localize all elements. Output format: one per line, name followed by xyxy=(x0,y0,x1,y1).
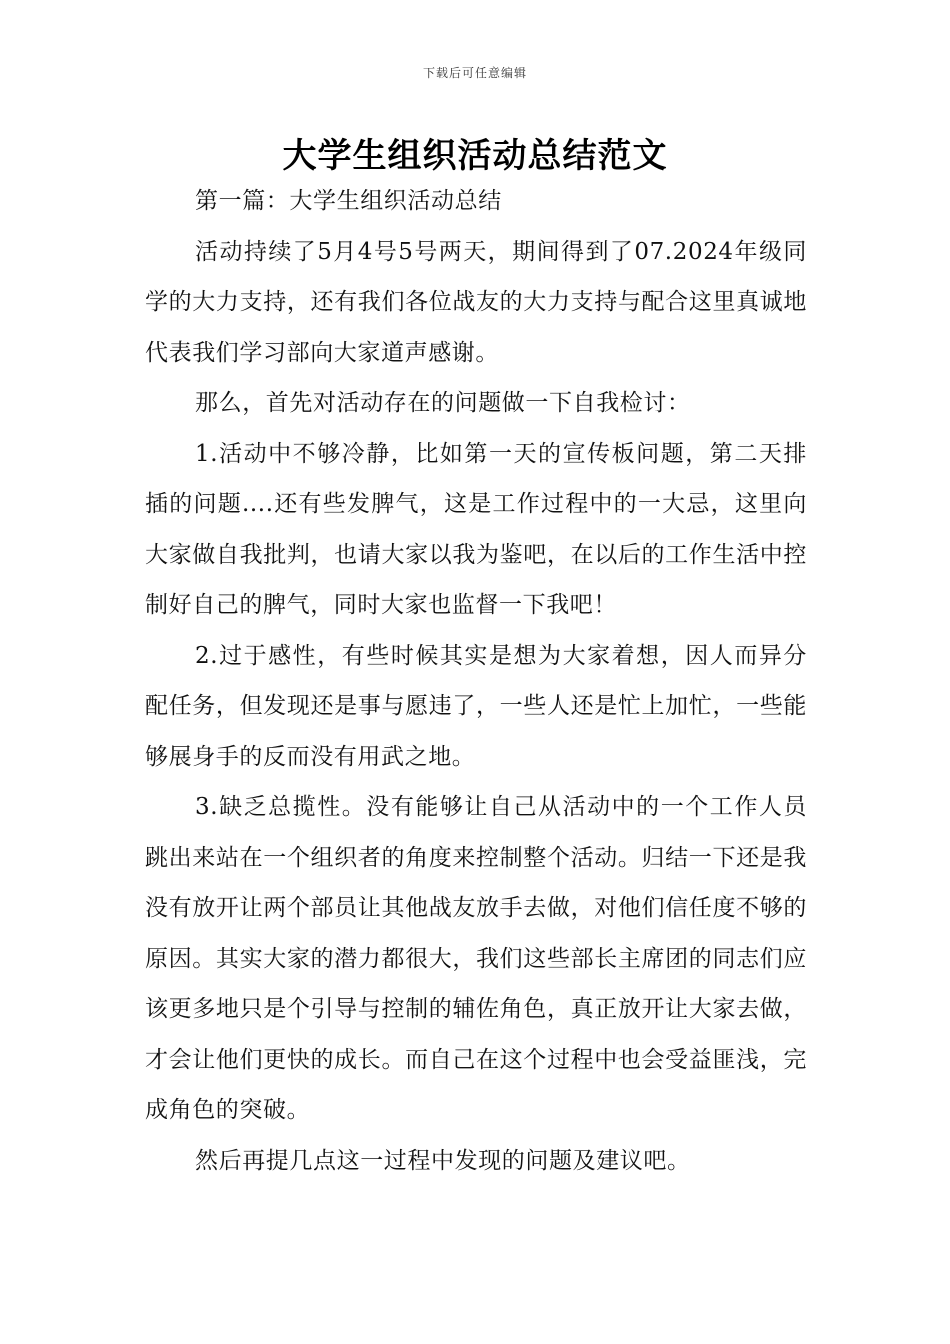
paragraph: 然后再提几点这一过程中发现的问题及建议吧。 xyxy=(195,1147,691,1174)
document-title: 大学生组织活动总结范文 xyxy=(282,136,668,176)
header-note: 下载后可任意编辑 xyxy=(422,66,527,80)
paragraph: 3.缺乏总揽性。没有能够让自己从活动中的一个工作人员跳出来站在一个组织者的角度来控制整个活动。归结一下还是我没有放开让两个部员让其他战友放手去做，对他们信任度不够的原因。其实大家的潜力都很大，我们这些部长主席团的同志们应该更多地只是个引导与控制的辅佐角色，真正放开让大家去做，才会让他们更快的成长。而自己在这个过程中也会受益匪浅，完成角色的突破。 xyxy=(145,794,807,1123)
paragraph: 1.活动中不够冷静，比如第一天的宣传板问题，第二天排插的问题....还有些发脾气，这是工作过程中的一大忌，这里向大家做自我批判，也请大家以我为鉴吧，在以后的工作生活中控制好自己的脾气，同时大家也监督一下我吧！ xyxy=(145,440,807,618)
paragraph: 2.过于感性，有些时候其实是想为大家着想，因人而异分配任务，但发现还是事与愿违了，一些人还是忙上加忙，一些能够展身手的反而没有用武之地。 xyxy=(145,642,807,770)
section-heading: 第一篇：大学生组织活动总结 xyxy=(195,188,502,214)
paragraph: 活动持续了5月4号5号两天，期间得到了07.2024年级同学的大力支持，还有我们各位战友的大力支持与配合这里真诚地代表我们学习部向大家道声感谢。 xyxy=(145,238,807,366)
document-body xyxy=(145,176,807,1186)
paragraph: 那么，首先对活动存在的问题做一下自我检讨： xyxy=(195,390,691,416)
